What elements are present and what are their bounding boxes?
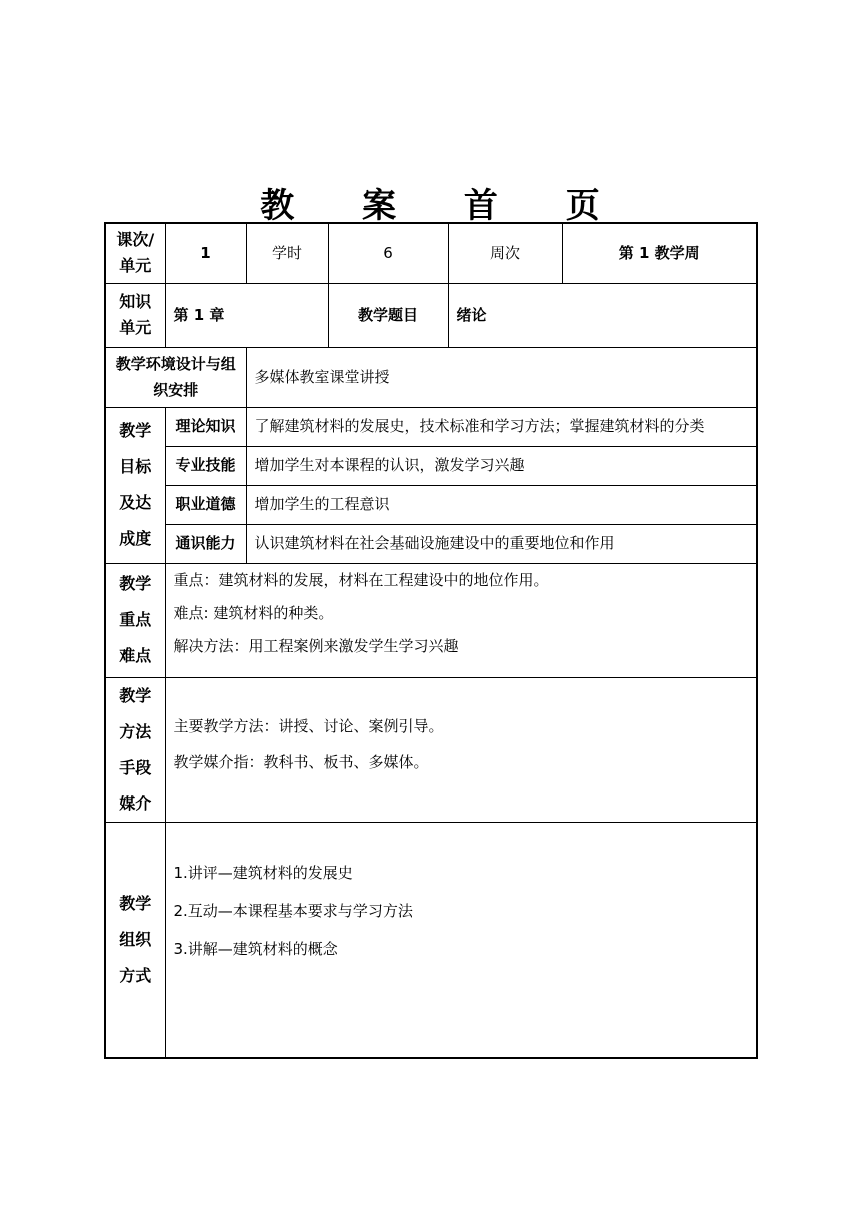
organization-step: 1.讲评—建筑材料的发展史 bbox=[173, 863, 353, 882]
organization-step: 3.讲解—建筑材料的概念 bbox=[173, 939, 338, 958]
goal-label-skill: 专业技能 bbox=[165, 446, 246, 485]
goal-value-theory: 了解建筑材料的发展史，技术标准和学习方法；掌握建筑材料的分类 bbox=[246, 407, 757, 446]
hours-value: 6 bbox=[328, 223, 448, 283]
topic-label: 教学题目 bbox=[328, 283, 448, 347]
knowledge-unit-label: 知识单元 bbox=[105, 283, 165, 347]
goal-label-ethics: 职业道德 bbox=[165, 485, 246, 524]
page-title: 教 案 首 页 bbox=[260, 186, 628, 226]
topic-value: 绪论 bbox=[448, 283, 757, 347]
difficulty-line: 难点: 建筑材料的种类。 bbox=[173, 603, 334, 622]
week-value: 第 1 教学周 bbox=[562, 223, 757, 283]
goals-label: 教学目标及达成度 bbox=[105, 407, 165, 563]
methods-label: 教学方法手段媒介 bbox=[105, 677, 165, 822]
goal-value-general: 认识建筑材料在社会基础设施建设中的重要地位和作用 bbox=[246, 524, 757, 563]
environment-label: 教学环境设计与组织安排 bbox=[105, 347, 246, 407]
key-point-line: 重点：建筑材料的发展，材料在工程建设中的地位作用。 bbox=[173, 570, 549, 589]
method-line: 主要教学方法：讲授、讨论、案例引导。 bbox=[173, 716, 444, 735]
goal-label-general: 通识能力 bbox=[165, 524, 246, 563]
key-points-content bbox=[165, 563, 757, 677]
lesson-plan-table bbox=[104, 222, 758, 1059]
goal-value-skill: 增加学生对本课程的认识，激发学习兴趣 bbox=[246, 446, 757, 485]
week-label: 周次 bbox=[448, 223, 562, 283]
solution-line: 解决方法：用工程案例来激发学生学习兴趣 bbox=[173, 636, 459, 655]
lesson-unit-value: 1 bbox=[165, 223, 246, 283]
key-points-label: 教学重点难点 bbox=[105, 563, 165, 677]
organization-content bbox=[165, 822, 757, 1058]
lesson-unit-label: 课次/单元 bbox=[105, 223, 165, 283]
hours-label: 学时 bbox=[246, 223, 328, 283]
environment-value: 多媒体教室课堂讲授 bbox=[246, 347, 757, 407]
goal-value-ethics: 增加学生的工程意识 bbox=[246, 485, 757, 524]
goal-label-theory: 理论知识 bbox=[165, 407, 246, 446]
media-line: 教学媒介指：教科书、板书、多媒体。 bbox=[173, 752, 429, 771]
organization-label: 教学组织方式 bbox=[105, 822, 165, 1058]
methods-content bbox=[165, 677, 757, 822]
knowledge-unit-value: 第 1 章 bbox=[165, 283, 328, 347]
organization-step: 2.互动—本课程基本要求与学习方法 bbox=[173, 901, 413, 920]
